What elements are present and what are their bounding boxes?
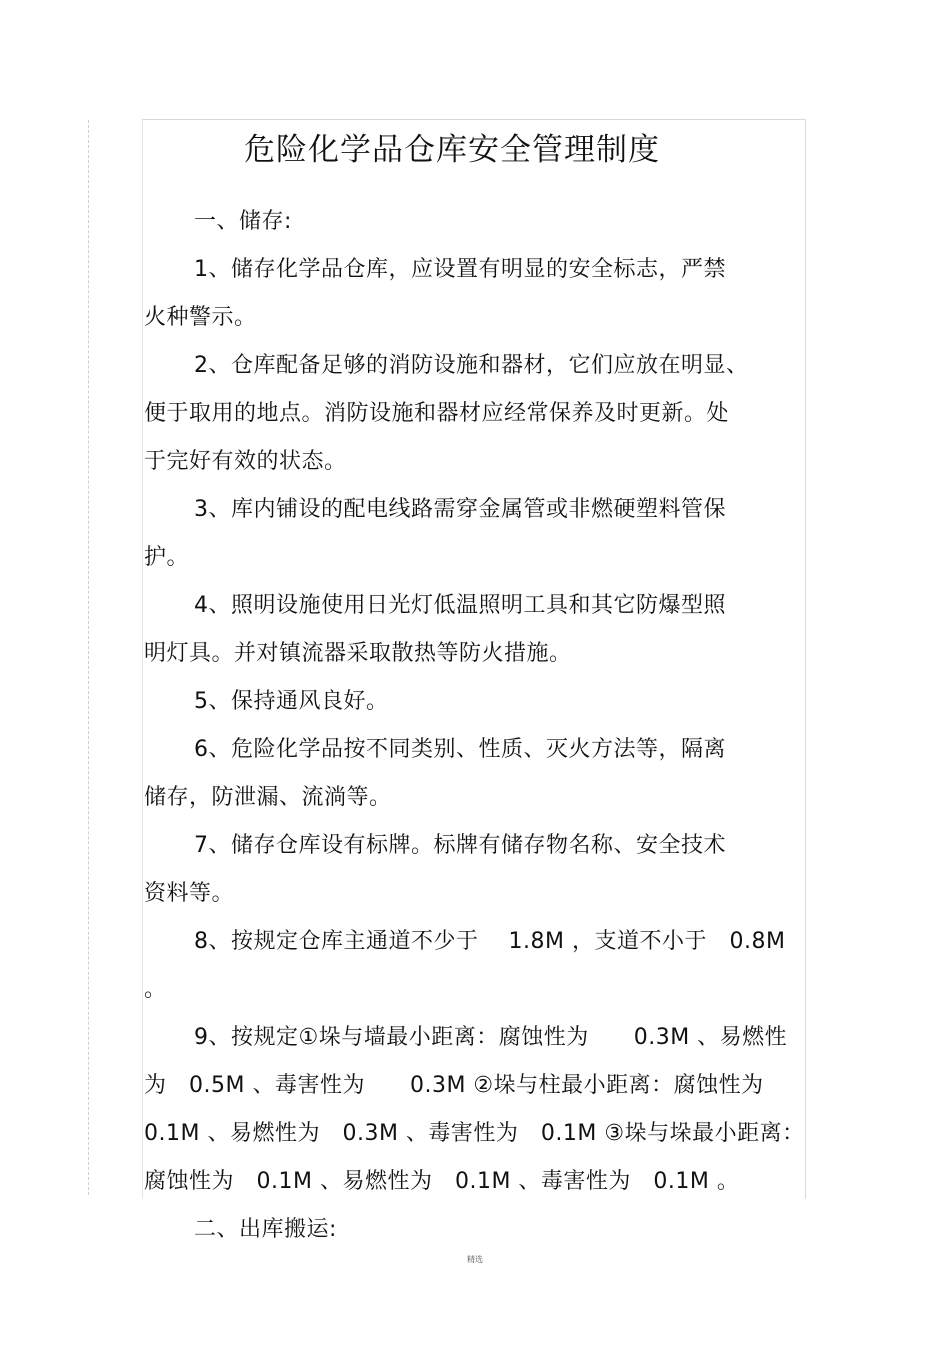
clause-6 <box>144 726 812 822</box>
clause-line: 1、储存化学品仓库，应设置有明显的安全标志，严禁 <box>194 257 726 282</box>
clause-4 <box>144 582 812 678</box>
clause-9 <box>144 1014 812 1206</box>
clause-5 <box>144 678 812 726</box>
clause-line: 4、照明设施使用日光灯低温照明工具和其它防爆型照 <box>194 593 726 618</box>
clause-line: 于完好有效的状态。 <box>144 449 347 474</box>
clause-line: 3、库内铺设的配电线路需穿金属管或非燃硬塑料管保 <box>194 497 726 522</box>
clause-line: 6、危险化学品按不同类别、性质、灭火方法等，隔离 <box>194 737 726 762</box>
clause-1 <box>144 246 812 342</box>
clause-3 <box>144 486 812 582</box>
clause-line: 5、保持通风良好。 <box>194 689 389 714</box>
clause-line: 腐蚀性为 0.1M 、易燃性为 0.1M 、毒害性为 0.1M 。 <box>144 1169 740 1194</box>
clause-line: 储存，防泄漏、流淌等。 <box>144 785 392 810</box>
page-footer: 精选 <box>467 1255 483 1264</box>
clause-line: 2、仓库配备足够的消防设施和器材，它们应放在明显、 <box>194 353 749 378</box>
document-title: 危险化学品仓库安全管理制度 <box>244 132 660 168</box>
clause-line: 火种警示。 <box>144 305 257 330</box>
binding-margin-line <box>88 120 89 1195</box>
clause-line: 0.1M 、易燃性为 0.3M 、毒害性为 0.1M ③垛与垛最小距离： <box>144 1121 805 1146</box>
clause-line: 便于取用的地点。消防设施和器材应经常保养及时更新。处 <box>144 401 730 426</box>
clause-line: 资料等。 <box>144 881 235 906</box>
clause-line: 明灯具。并对镇流器采取散热等防火措施。 <box>144 641 572 666</box>
clause-line: 8、按规定仓库主通道不少于 1.8M ，支道不小于 0.8M 。 <box>144 929 786 1002</box>
clause-line: 护。 <box>144 545 190 570</box>
clause-8 <box>144 918 812 1014</box>
clause-line: 7、储存仓库设有标牌。标牌有储存物名称、安全技术 <box>194 833 726 858</box>
section-heading-storage: 一、储存: <box>194 209 292 234</box>
document-body <box>144 198 812 1254</box>
clause-2 <box>144 342 812 486</box>
section-heading-outbound: 二、出库搬运: <box>194 1217 337 1242</box>
clause-7 <box>144 822 812 918</box>
clause-line: 9、按规定①垛与墙最小距离：腐蚀性为 0.3M 、易燃性 <box>194 1025 788 1050</box>
clause-line: 为 0.5M 、毒害性为 0.3M ②垛与柱最小距离：腐蚀性为 <box>144 1073 764 1098</box>
